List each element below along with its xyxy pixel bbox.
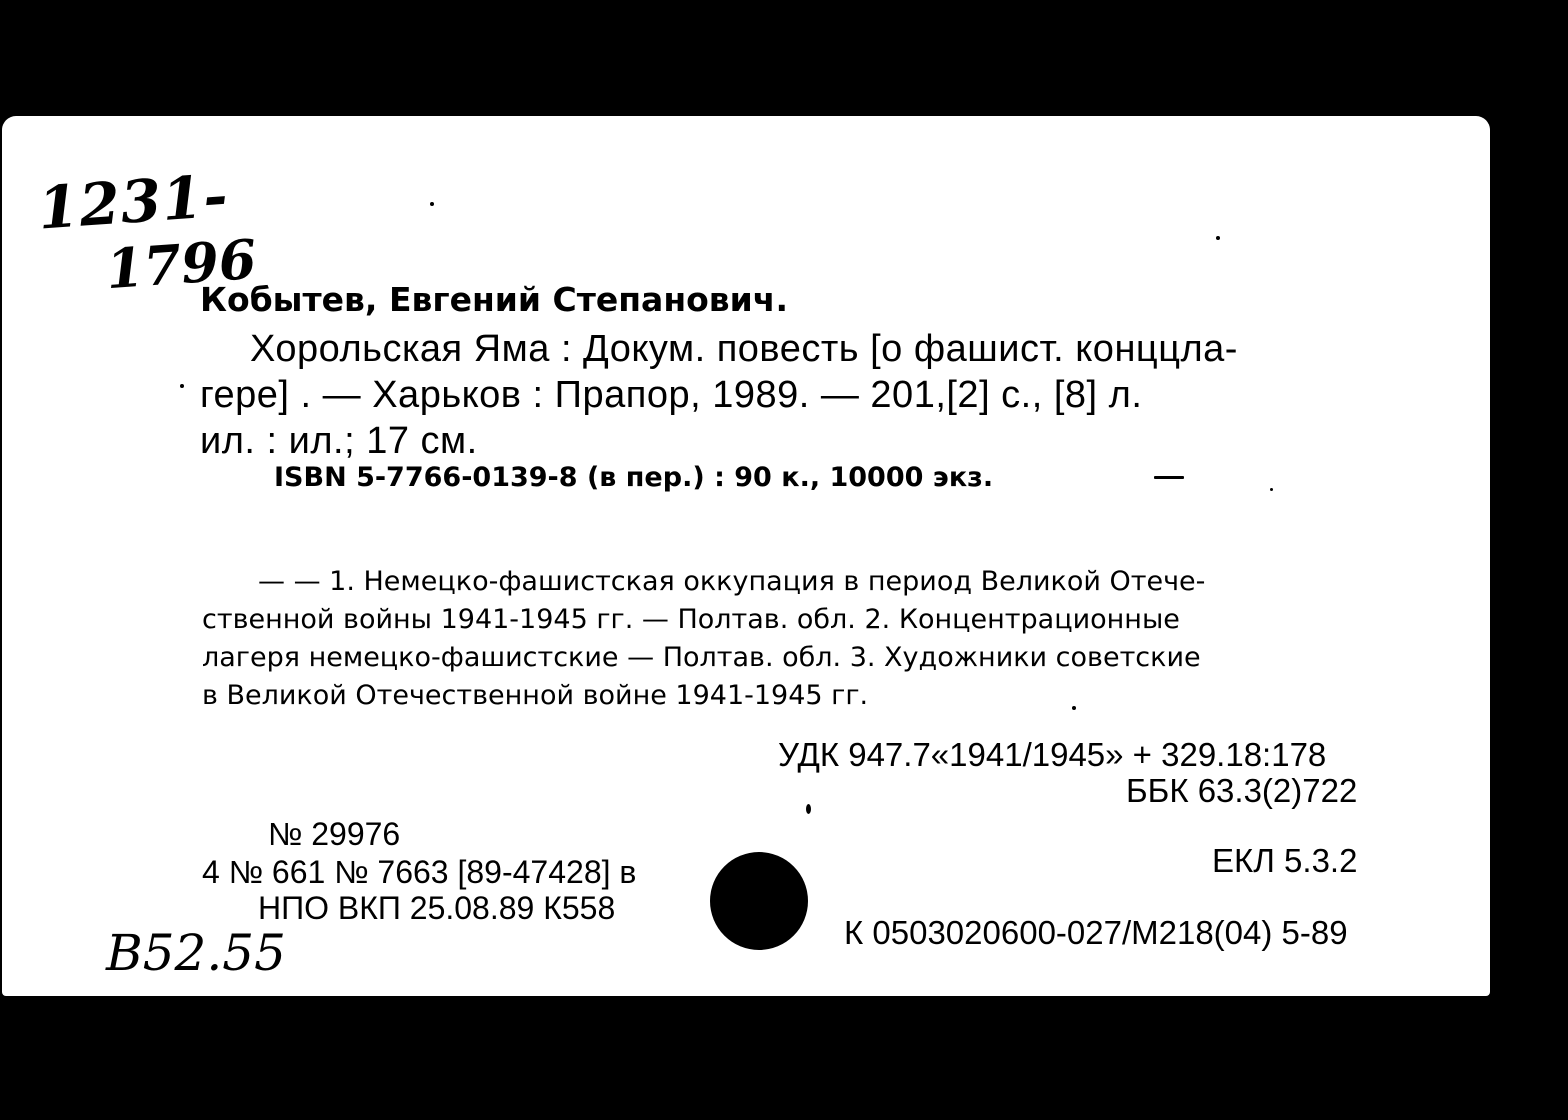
subjects-line-1: — — 1. Немецко-фашистская оккупация в период Великой Отече- (258, 566, 1206, 597)
print-info-line-2: НПО ВКП 25.08.89 К558 (258, 890, 616, 926)
scan-speck (1216, 236, 1220, 240)
title-line-2: гере] . — Харьков : Прапор, 1989. — 201,[2] с., [8] л. (200, 374, 1143, 416)
ekl-code: ЕКЛ 5.3.2 (1212, 842, 1358, 879)
catalog-card (2, 116, 1490, 996)
scan-speck (1072, 706, 1076, 710)
bbk-classification: ББК 63.3(2)722 (1126, 772, 1358, 809)
title-line-1: Хорольская Яма : Докум. повесть [о фашист. конццла- (250, 328, 1238, 370)
scan-speck (180, 384, 184, 388)
scan-speck (1154, 476, 1184, 479)
subjects-line-4: в Великой Отечественной войне 1941-1945 гг. (202, 680, 869, 711)
author-heading: Кобытев, Евгений Степанович. (200, 280, 788, 319)
scan-speck (1270, 488, 1273, 491)
handwritten-shelf-mark-line1: 1231- (35, 161, 231, 243)
udk-classification: УДК 947.7«1941/1945» + 329.18:178 (778, 736, 1327, 773)
handwritten-signature-code: B52.55 (106, 924, 286, 982)
card-catalog-code: К 0503020600-027/М218(04) 5-89 (844, 914, 1348, 951)
subjects-line-3: лагеря немецко-фашистские — Полтав. обл. 3. Художники советские (202, 642, 1201, 673)
handwritten-shelf-mark-line2: 1796 (103, 226, 259, 302)
title-line-3: ил. : ил.; 17 см. (200, 420, 478, 462)
order-number: № 29976 (268, 816, 401, 852)
subjects-line-2: ственной войны 1941-1945 гг. — Полтав. обл. 2. Концентрационные (202, 604, 1180, 635)
print-info-line-1: 4 № 661 № 7663 [89-47428] в (202, 854, 637, 890)
scan-speck (430, 202, 434, 206)
scan-speck (806, 804, 811, 814)
isbn-line: ISBN 5-7766-0139-8 (в пер.) : 90 к., 10000 экз. (274, 462, 994, 493)
punched-hole (710, 852, 808, 950)
